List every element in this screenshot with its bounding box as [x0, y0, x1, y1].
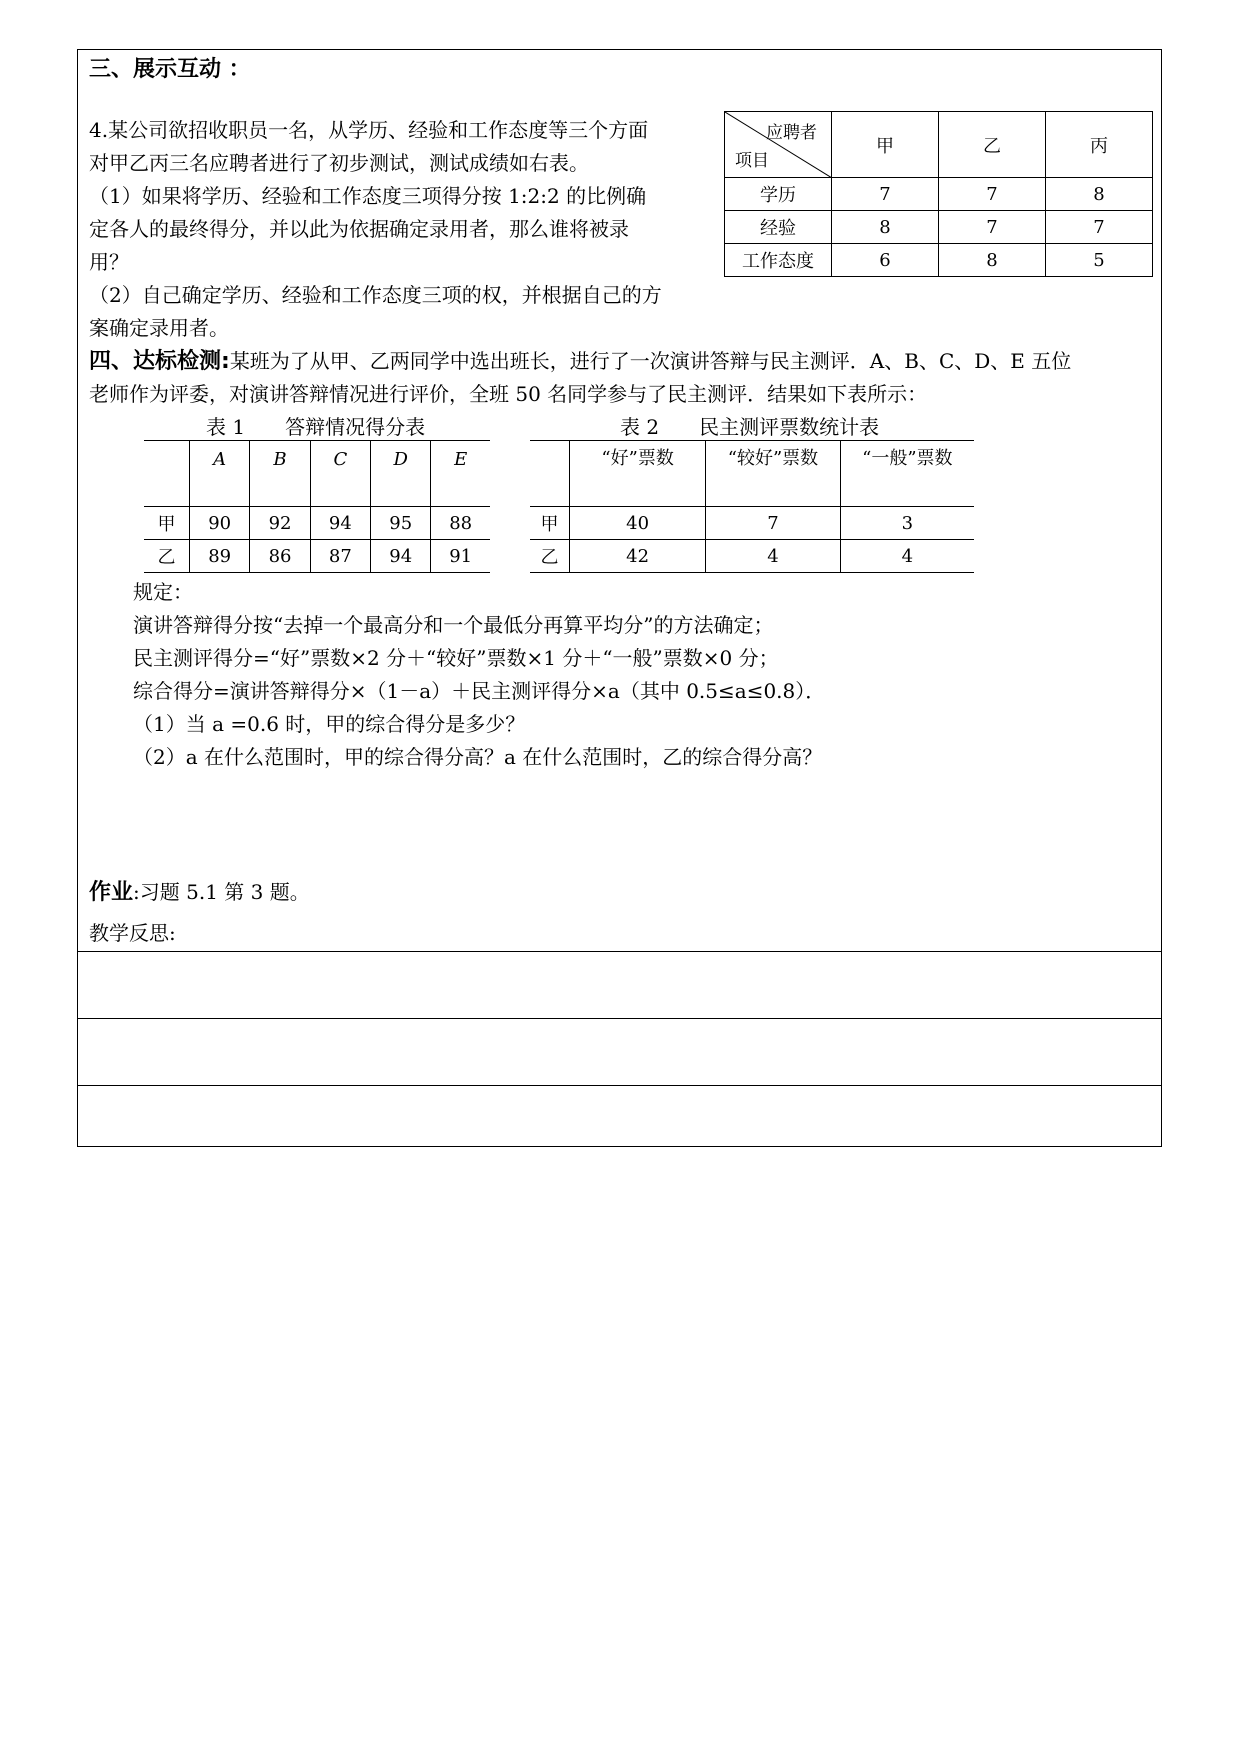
diagonal-header-cell — [725, 112, 832, 178]
table-cell: 3 — [840, 507, 974, 540]
problem-line: （2）自己确定学历、经验和工作态度三项的权，并根据自己的方 — [89, 283, 662, 307]
corner-bottom-label: 项目 — [735, 151, 769, 171]
table-cell: 8 — [1046, 178, 1153, 211]
table-cell: 42 — [569, 540, 705, 573]
problem-line: 用？ — [89, 250, 129, 274]
section4-title: 四、达标检测: — [89, 349, 230, 374]
rules-title: 规定： — [133, 580, 193, 604]
problem-line: 定各人的最终得分，并以此为依据确定录用者，那么谁将被录 — [89, 217, 629, 241]
question-1: （1）当 a =0.6 时，甲的综合得分是多少？ — [133, 712, 526, 736]
table-cell: 91 — [431, 540, 490, 573]
vote-count-table — [530, 440, 974, 573]
table1-caption: 表 1 答辩情况得分表 — [206, 415, 426, 439]
rule-line: 演讲答辩得分按“去掉一个最高分和一个最低分再算平均分”的方法确定； — [133, 613, 774, 637]
table-row — [144, 507, 490, 540]
section3-title: 三、展示互动 ： — [89, 57, 251, 82]
problem-line: 对甲乙丙三名应聘者进行了初步测试，测试成绩如右表。 — [89, 151, 589, 175]
column-header: B — [250, 441, 310, 507]
reflection-line-1 — [77, 951, 1162, 952]
table-cell: 8 — [832, 211, 939, 244]
table-row — [725, 244, 1153, 277]
table-row — [725, 178, 1153, 211]
table-row — [725, 211, 1153, 244]
column-header: 丙 — [1046, 112, 1153, 178]
reflection-line-2 — [77, 1018, 1162, 1019]
table-cell: 6 — [832, 244, 939, 277]
homework-line — [89, 876, 310, 909]
table-cell: 94 — [371, 540, 431, 573]
column-header: E — [431, 441, 490, 507]
row-label: 乙 — [144, 540, 190, 573]
corner-top-label: 应聘者 — [766, 123, 817, 143]
table-cell: 86 — [250, 540, 310, 573]
table-cell: 8 — [939, 244, 1046, 277]
rule-line: 综合得分=演讲答辩得分×（1－a）＋民主测评得分×a（其中 0.5≤a≤0.8）． — [133, 679, 826, 703]
table-cell: 7 — [706, 507, 840, 540]
table-cell: 4 — [840, 540, 974, 573]
table-row — [144, 540, 490, 573]
table-cell: 7 — [939, 211, 1046, 244]
blank-header-cell — [144, 441, 190, 507]
reflection-label: 教学反思: — [89, 921, 176, 945]
row-label: 工作态度 — [725, 244, 832, 277]
table-cell: 7 — [1046, 211, 1153, 244]
column-header: C — [310, 441, 370, 507]
table-cell: 90 — [190, 507, 250, 540]
table-cell: 94 — [310, 507, 370, 540]
problem-line: 案确定录用者。 — [89, 316, 229, 340]
homework-text: :习题 5.1 第 3 题。 — [133, 880, 310, 904]
table-row — [530, 507, 974, 540]
problem-line: （1）如果将学历、经验和工作态度三项得分按 1:2:2 的比例确 — [89, 184, 647, 208]
section4-intro-line2: 老师作为评委，对演讲答辩情况进行评价，全班 50 名同学参与了民主测评．结果如下表所示： — [89, 382, 928, 406]
problem-line: 4.某公司欲招收职员一名，从学历、经验和工作态度等三个方面 — [89, 118, 649, 142]
table-cell: 92 — [250, 507, 310, 540]
table2-caption: 表 2 民主测评票数统计表 — [620, 415, 880, 439]
column-header: 甲 — [832, 112, 939, 178]
table-cell: 88 — [431, 507, 490, 540]
section4-intro-line1 — [89, 345, 1071, 378]
column-header: A — [190, 441, 250, 507]
row-label: 甲 — [530, 507, 569, 540]
table-cell: 87 — [310, 540, 370, 573]
table-cell: 89 — [190, 540, 250, 573]
row-label: 乙 — [530, 540, 569, 573]
table-cell: 7 — [939, 178, 1046, 211]
row-label: 经验 — [725, 211, 832, 244]
row-label: 甲 — [144, 507, 190, 540]
row-label: 学历 — [725, 178, 832, 211]
applicant-score-table — [724, 111, 1153, 277]
column-header: D — [371, 441, 431, 507]
table-cell: 4 — [706, 540, 840, 573]
column-header: 乙 — [939, 112, 1046, 178]
column-header: “一般”票数 — [840, 441, 974, 507]
question-2: （2）a 在什么范围时，甲的综合得分高？a 在什么范围时，乙的综合得分高？ — [133, 745, 823, 769]
table-cell: 7 — [832, 178, 939, 211]
reflection-line-3 — [77, 1085, 1162, 1086]
section4-intro-text: 某班为了从甲、乙两同学中选出班长，进行了一次演讲答辩与民主测评．A、B、C、D、E 五位 — [229, 349, 1072, 373]
rule-line: 民主测评得分=“好”票数×2 分＋“较好”票数×1 分＋“一般”票数×0 分； — [133, 646, 779, 670]
column-header: “较好”票数 — [706, 441, 840, 507]
table-cell: 40 — [569, 507, 705, 540]
table-cell: 95 — [371, 507, 431, 540]
table-row — [530, 540, 974, 573]
homework-label: 作业 — [89, 880, 134, 905]
table-cell: 5 — [1046, 244, 1153, 277]
blank-header-cell — [530, 441, 569, 507]
debate-score-table — [144, 440, 490, 573]
column-header: “好”票数 — [569, 441, 705, 507]
